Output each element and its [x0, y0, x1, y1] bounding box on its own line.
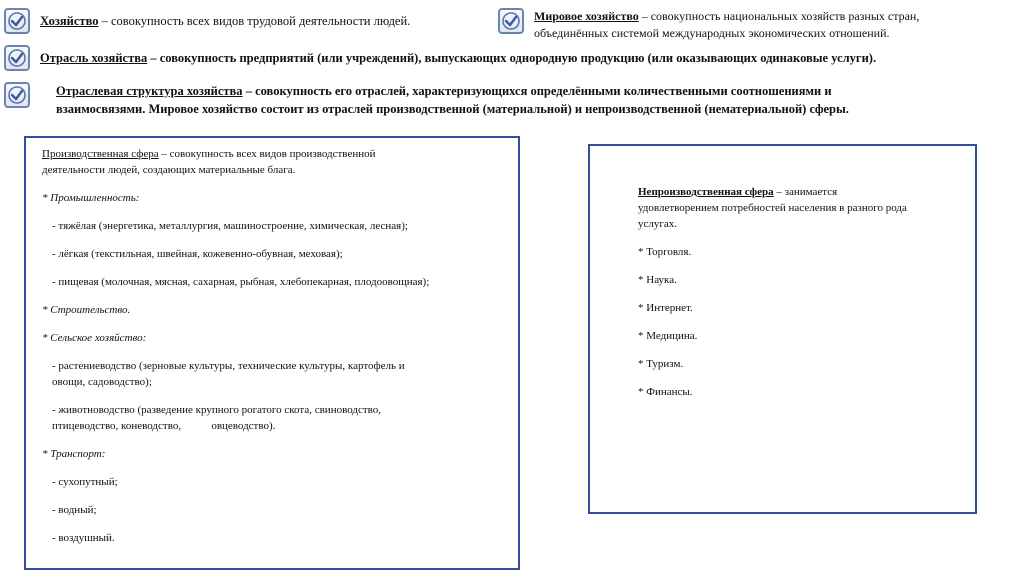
production-intro [42, 146, 506, 178]
agriculture-crop [42, 358, 506, 390]
construction: * Строительство. [42, 304, 131, 316]
production-sphere-box [24, 136, 520, 570]
nonproduction-sphere-box [588, 144, 977, 514]
production-intro-1: – совокупность всех видов производственной [158, 148, 376, 160]
definition-world-economy [534, 8, 1022, 42]
nonproduction-intro-2: удовлетворением потребностей населения в разного рода [638, 202, 907, 214]
service-item: * Интернет. [638, 302, 693, 314]
transport-air: - воздушный. [52, 532, 115, 544]
term-production: Производственная сфера [42, 148, 159, 160]
definition-world-economy-text-2: объединённых системой международных экономических отношений. [534, 26, 890, 40]
production-intro-2: деятельности людей, создающих материальные блага. [42, 164, 296, 176]
service-item: * Наука. [638, 274, 677, 286]
checkmark-icon [498, 8, 524, 34]
crop-line-2: овощи, садоводство); [52, 376, 152, 388]
definition-world-economy-text-1: – совокупность национальных хозяйств разных стран, [638, 9, 920, 23]
nonproduction-intro-3: услугах. [638, 218, 678, 230]
checkmark-icon [4, 45, 30, 71]
service-item: * Туризм. [638, 358, 684, 370]
term-branch: Отрасль хозяйства [40, 51, 148, 65]
livestock-line-1: - животноводство (разведение крупного рогатого скота, свиноводство, [52, 404, 382, 416]
nonproduction-intro [638, 184, 963, 232]
definition-structure-text-1: – совокупность его отраслей, характеризующихся определёнными количественными соотношениями и [242, 84, 832, 98]
service-item: * Торговля. [638, 246, 692, 258]
service-item: * Медицина. [638, 330, 698, 342]
definition-structure [56, 82, 1021, 118]
nonproduction-intro-1: – занимается [773, 186, 838, 198]
industry-heavy: - тяжёлая (энергетика, металлургия, машиностроение, химическая, лесная); [52, 220, 408, 232]
industry-food: - пищевая (молочная, мясная, сахарная, рыбная, хлебопекарная, плодоовощная); [52, 276, 430, 288]
industry-light: - лёгкая (текстильная, швейная, кожевенно-обувная, меховая); [52, 248, 343, 260]
agriculture-header: * Сельское хозяйство: [42, 332, 147, 344]
definition-economy-text: – совокупность всех видов трудовой деятельности людей. [98, 14, 411, 28]
service-item: * Финансы. [638, 386, 693, 398]
transport-water: - водный; [52, 504, 97, 516]
term-structure: Отраслевая структура хозяйства [56, 84, 243, 98]
livestock-line-2: птицеводство, коневодство, овцеводство). [52, 420, 276, 432]
crop-line-1: - растениеводство (зерновые культуры, технические культуры, картофель и [52, 360, 405, 372]
term-world-economy: Мировое хозяйство [534, 9, 639, 23]
transport-land: - сухопутный; [52, 476, 118, 488]
term-economy: Хозяйство [40, 14, 99, 28]
definition-branch [40, 49, 1020, 67]
checkmark-icon [4, 8, 30, 34]
agriculture-livestock [42, 402, 506, 434]
term-nonproduction: Непроизводственная сфера [638, 186, 774, 198]
checkmark-icon [4, 82, 30, 108]
definition-economy [40, 12, 495, 30]
industry-header: * Промышленность: [42, 192, 140, 204]
definition-branch-text: – совокупность предприятий (или учреждений), выпускающих однородную продукцию (или оказывающих одинаковые услуги). [147, 51, 877, 65]
definition-structure-text-2: взаимосвязями. Мировое хозяйство состоит из отраслей производственной (материальной) и непроизводственной (нематериальной) сферы. [56, 102, 849, 116]
transport-header: * Транспорт: [42, 448, 106, 460]
